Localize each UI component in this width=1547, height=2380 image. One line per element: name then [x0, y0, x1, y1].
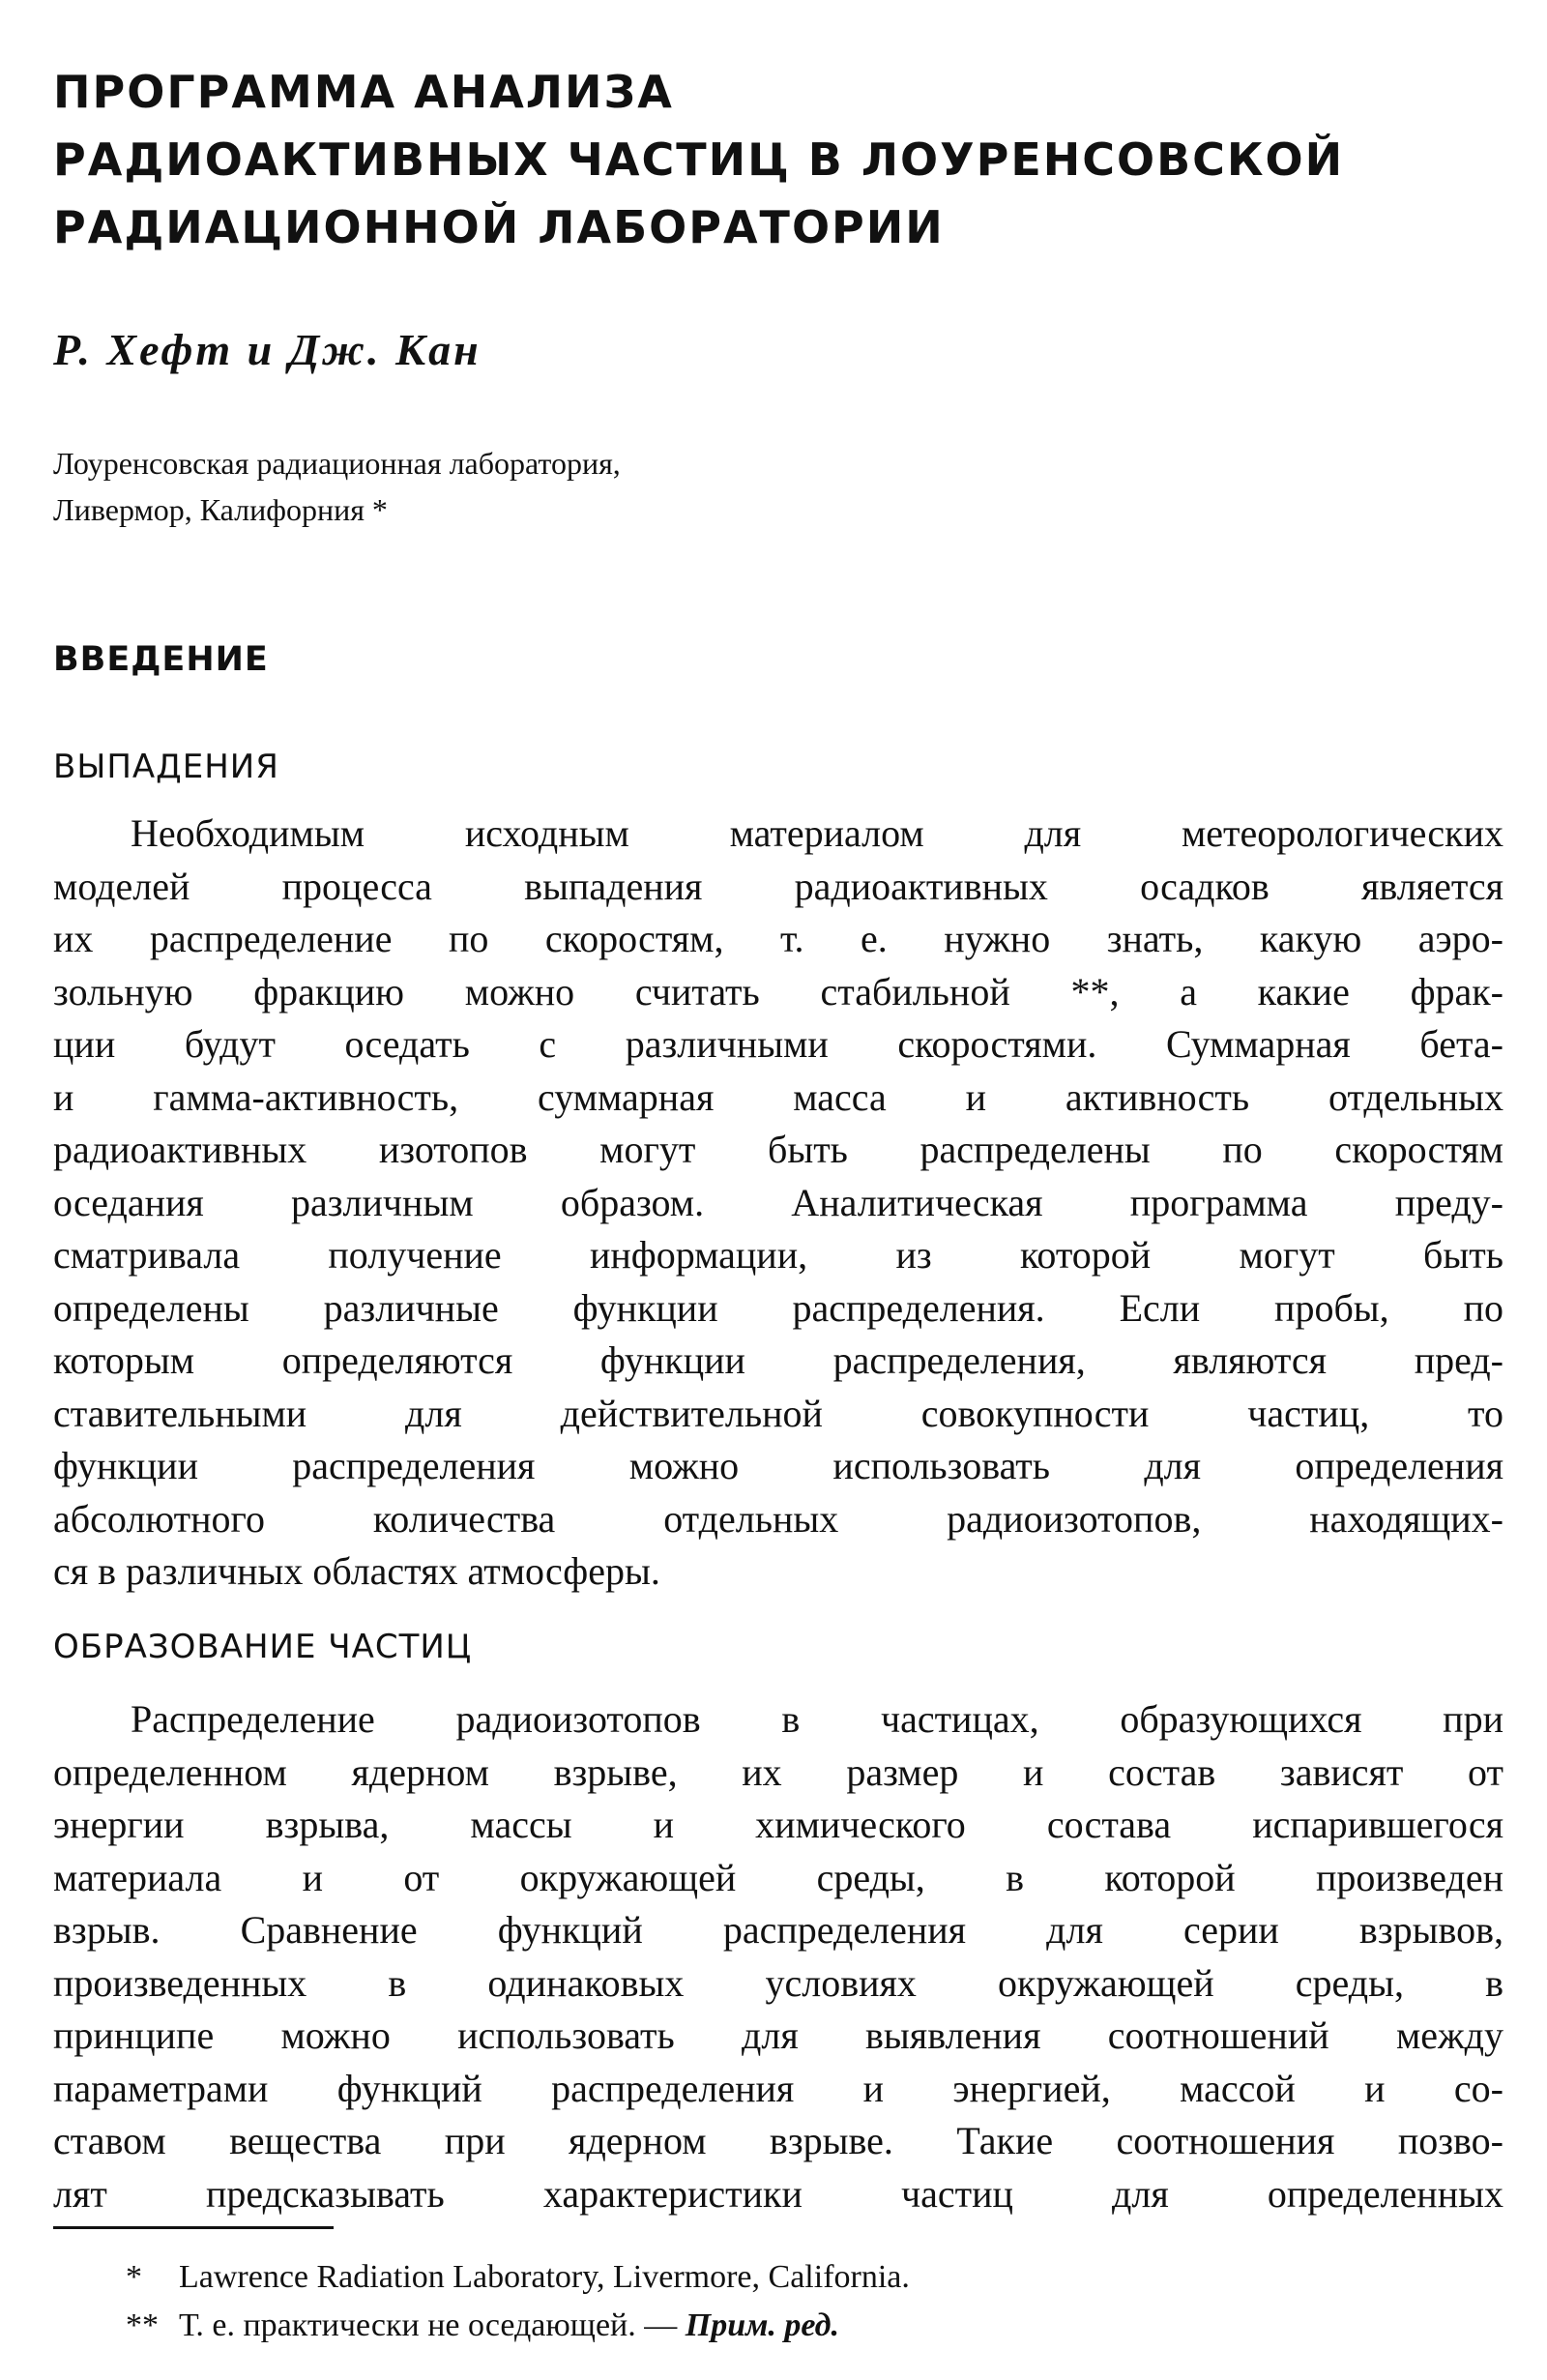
text-line: ставом вещества при ядерном взрыве. Такие соотношения позво- — [53, 2119, 1503, 2162]
text-line: абсолютного количества отдельных радиоизотопов, находящих- — [53, 1496, 1503, 1541]
editor-note: Прим. ред. — [685, 2307, 840, 2343]
text-line: ции будут оседать с различными скоростями. Суммарная бета- — [53, 1022, 1503, 1066]
footnote-text: Lawrence Radiation Laboratory, Livermore, California. — [179, 2259, 910, 2295]
text-line: параметрами функций распределения и энергией, массой и со- — [53, 2066, 1503, 2110]
title-line: РАДИАЦИОННОЙ ЛАБОРАТОРИИ — [53, 201, 945, 253]
text-line: моделей процесса выпадения радиоактивных осадков является — [53, 864, 1503, 908]
subsection-heading-particle-formation: ОБРАЗОВАНИЕ ЧАСТИЦ — [53, 1628, 473, 1666]
paragraph-particle-formation — [53, 1693, 1503, 2220]
text-line: оседания различным образом. Аналитическая программа преду- — [53, 1180, 1503, 1224]
text-line: лят предсказывать характеристики частиц для определенных — [53, 2171, 1503, 2216]
affiliation — [53, 440, 621, 533]
text-line: и гамма-активность, суммарная масса и активность отдельных — [53, 1074, 1503, 1119]
text-line: определенном ядерном взрыве, их размер и состав зависят от — [53, 1749, 1503, 1794]
subsection-heading-fallout: ВЫПАДЕНИЯ — [53, 748, 279, 786]
footnote-marker: * — [126, 2259, 142, 2295]
footnote — [126, 2302, 910, 2350]
article-title — [53, 58, 1344, 261]
text-line: ся в различных областях атмосферы. — [53, 1549, 660, 1593]
text-line: зольную фракцию можно считать стабильной **, а какие фрак- — [53, 969, 1503, 1014]
footnote — [126, 2253, 910, 2302]
text-line: Необходимым исходным материалом для метеорологических — [131, 811, 1503, 855]
text-line: сматривала получение информации, из которой могут быть — [53, 1233, 1503, 1277]
text-line: принципе можно использовать для выявления соотношений между — [53, 2013, 1503, 2057]
text-line: энергии взрыва, массы и химического состава испарившегося — [53, 1803, 1503, 1846]
text-line: ставительными для действительной совокупности частиц, то — [53, 1391, 1503, 1435]
footnote-text: Т. е. практически не оседающей. — — [179, 2307, 678, 2343]
text-line: их распределение по скоростям, т. е. нужно знать, какую аэро- — [53, 917, 1503, 960]
text-line: произведенных в одинаковых условиях окружающей среды, в — [53, 1960, 1503, 2005]
paragraph-fallout — [53, 808, 1503, 1599]
text-line: взрыв. Сравнение функций распределения для серии взрывов, — [53, 1908, 1503, 1952]
authors: Р. Хефт и Дж. Кан — [53, 325, 482, 374]
affiliation-line: Ливермор, Калифорния * — [53, 492, 388, 527]
footnote-divider — [53, 2226, 334, 2229]
section-heading-introduction: ВВЕДЕНИЕ — [53, 640, 269, 679]
title-line: ПРОГРАММА АНАЛИЗА — [53, 66, 674, 118]
text-line: функции распределения можно использовать для определения — [53, 1444, 1503, 1487]
footnote-marker: ** — [126, 2307, 159, 2343]
text-line: радиоактивных изотопов могут быть распределены по скоростям — [53, 1128, 1503, 1171]
footnotes — [126, 2253, 910, 2350]
text-line: Распределение радиоизотопов в частицах, образующихся при — [131, 1697, 1503, 1741]
text-line: определены различные функции распределения. Если пробы, по — [53, 1285, 1503, 1330]
affiliation-line: Лоуренсовская радиационная лаборатория, — [53, 446, 621, 481]
text-line: материала и от окружающей среды, в которой произведен — [53, 1855, 1503, 1899]
text-line: которым определяются функции распределения, являются пред- — [53, 1338, 1503, 1382]
title-line: РАДИОАКТИВНЫХ ЧАСТИЦ В ЛОУРЕНСОВСКОЙ — [53, 133, 1345, 186]
